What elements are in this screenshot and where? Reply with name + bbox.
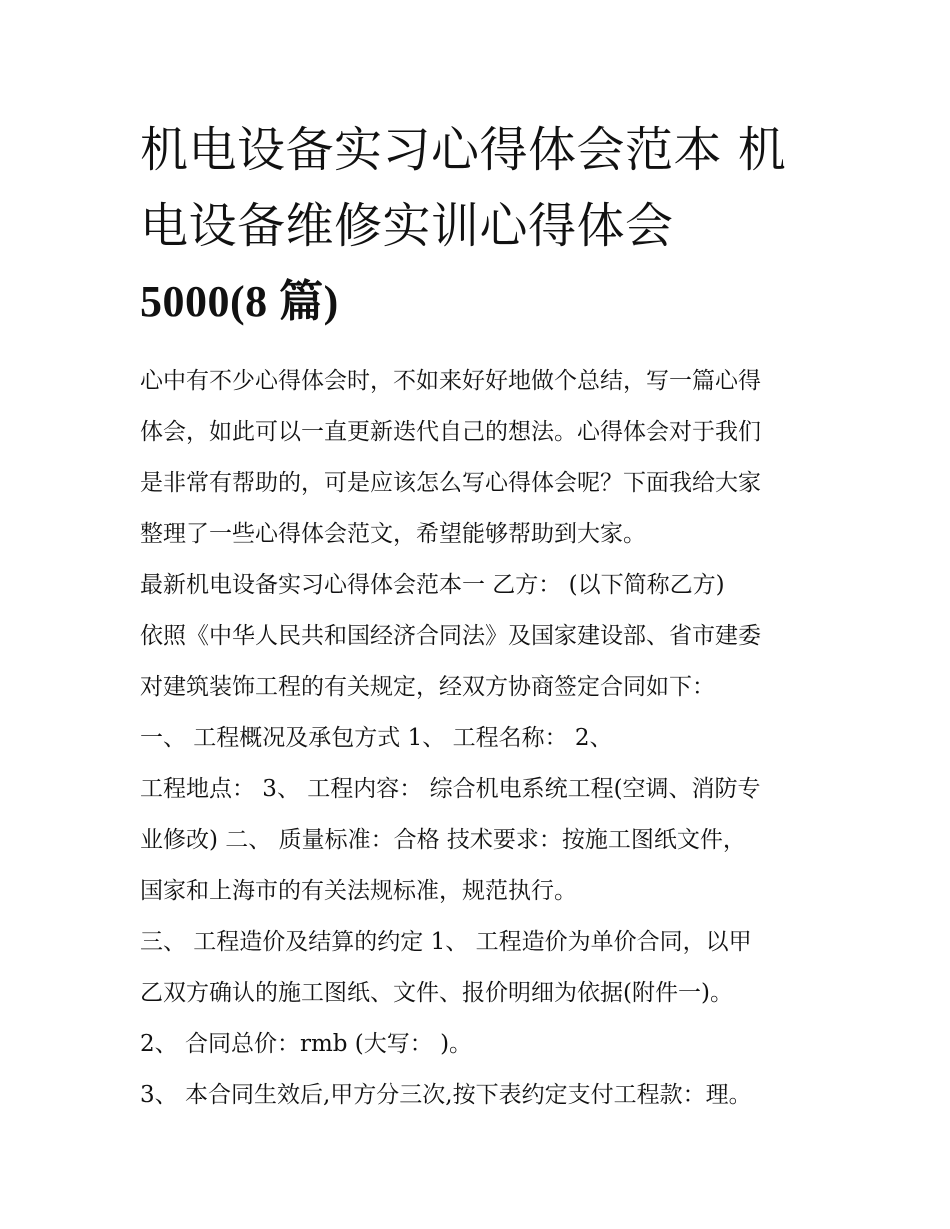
body-line: 最新机电设备实习心得体会范本一 乙方： (以下简称乙方) — [140, 572, 725, 598]
body-line: 3、 本合同生效后,甲方分三次,按下表约定支付工程款：理。 — [140, 1082, 752, 1108]
body-line: 是非常有帮助的，可是应该怎么写心得体会呢？下面我给大家 — [140, 470, 761, 496]
body-line: 对建筑装饰工程的有关规定，经双方协商签定合同如下： — [140, 674, 715, 700]
body-line: 一、 工程概况及承包方式 1、 工程名称： 2、 — [140, 725, 613, 751]
body-line: 工程地点： 3、 工程内容： 综合机电系统工程(空调、消防专 — [140, 776, 761, 802]
title-line-3: 5000(8 篇) — [140, 277, 339, 326]
title-line-1: 机电设备实习心得体会范本 机 — [140, 122, 787, 178]
body-line: 体会，如此可以一直更新迭代自己的想法。心得体会对于我们 — [140, 419, 761, 445]
body-line: 2、 合同总价：rmb (大写： )。 — [140, 1031, 473, 1057]
body-line: 三、 工程造价及结算的约定 1、 工程造价为单价合同，以甲 — [140, 929, 752, 955]
body-line: 业修改) 二、 质量标准：合格 技术要求：按施工图纸文件， — [140, 827, 746, 853]
body-line: 国家和上海市的有关法规标准，规范执行。 — [140, 878, 577, 904]
title-line-2: 电设备维修实训心得体会 — [140, 198, 674, 254]
document-body — [140, 356, 820, 1121]
body-line: 整理了一些心得体会范文，希望能够帮助到大家。 — [140, 521, 646, 547]
body-line: 心中有不少心得体会时，不如来好好地做个总结，写一篇心得 — [140, 368, 761, 394]
body-line: 乙双方确认的施工图纸、文件、报价明细为依据(附件一)。 — [140, 980, 733, 1006]
document-title — [140, 112, 820, 340]
body-line: 依照《中华人民共和国经济合同法》及国家建设部、省市建委 — [140, 623, 761, 649]
